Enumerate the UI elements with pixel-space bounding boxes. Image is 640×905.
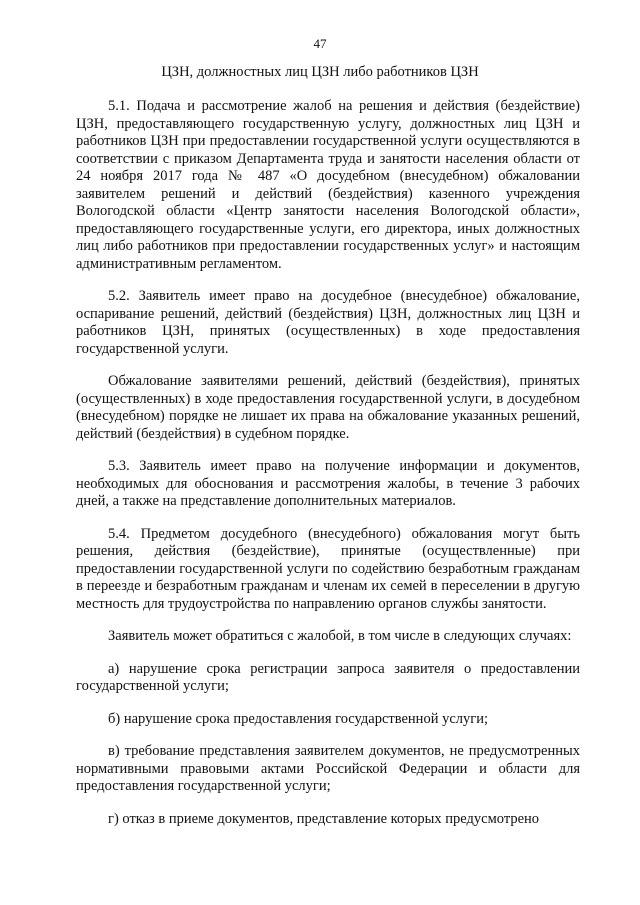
list-item-g: г) отказ в приеме документов, представление которых предусмотрено	[108, 810, 540, 827]
paragraph-5-1: 5.1. Подача и рассмотрение жалоб на решения и действия (бездействие) ЦЗН, предоставляющего государственную услугу, должностных лиц ЦЗН и работников ЦЗН при предоставлении государственной услуги осуществляются в соответствии с приказом Департамента труда и занятости населения области от 24 ноября 2017 года № 487 «О досудебном (внесудебном) обжаловании заявителем решений и действий (бездействия) казенного учреждения Вологодской области «Центр занятости населения Вологодской области», предоставляющего государственные услуги, его директора, иных должностных лиц либо работников при предоставлении государственных услуг» и настоящим административным регламентом.	[76, 98, 580, 272]
paragraph-5-4: 5.4. Предметом досудебного (внесудебного) обжалования могут быть решения, действия (бездействие), принятые (осуществленные) при предоставлении государственной услуги по содействию безработным гражданам в переезде и безработным гражданам и членам их семей в переселении в другую местность для трудоустройства по направлению органов службы занятости.	[76, 525, 580, 612]
page-number: 47	[313, 36, 327, 51]
section-heading: ЦЗН, должностных лиц ЦЗН либо работников ЦЗН	[161, 64, 479, 80]
paragraph-appeal-rights: Обжалование заявителями решений, действий (бездействия), принятых (осуществленных) в ходе предоставления государственной услуги, в досудебном (внесудебном) порядке не лишает их права на обжалование указанных решений, действий (бездействия) в судебном порядке.	[76, 373, 580, 442]
paragraph-5-3: 5.3. Заявитель имеет право на получение информации и документов, необходимых для обоснования и рассмотрения жалобы, в течение 3 рабочих дней, а также на представление дополнительных материалов.	[76, 458, 580, 509]
list-item-v: в) требование представления заявителем документов, не предусмотренных нормативными правовыми актами Российской Федерации и области для предоставления государственной услуги;	[76, 743, 580, 794]
paragraph-cases-intro: Заявитель может обратиться с жалобой, в том числе в следующих случаях:	[108, 628, 572, 644]
list-item-a: а) нарушение срока регистрации запроса заявителя о предоставлении государственной услуги;	[76, 660, 580, 694]
paragraph-5-2: 5.2. Заявитель имеет право на досудебное (внесудебное) обжалование, оспаривание решений, действий (бездействия) ЦЗН, должностных лиц ЦЗН и работников ЦЗН, принятых (осуществленных) в ходе предоставления государственной услуги.	[76, 288, 580, 357]
document-body	[76, 98, 580, 828]
list-item-b: б) нарушение срока предоставления государственной услуги;	[108, 710, 488, 727]
